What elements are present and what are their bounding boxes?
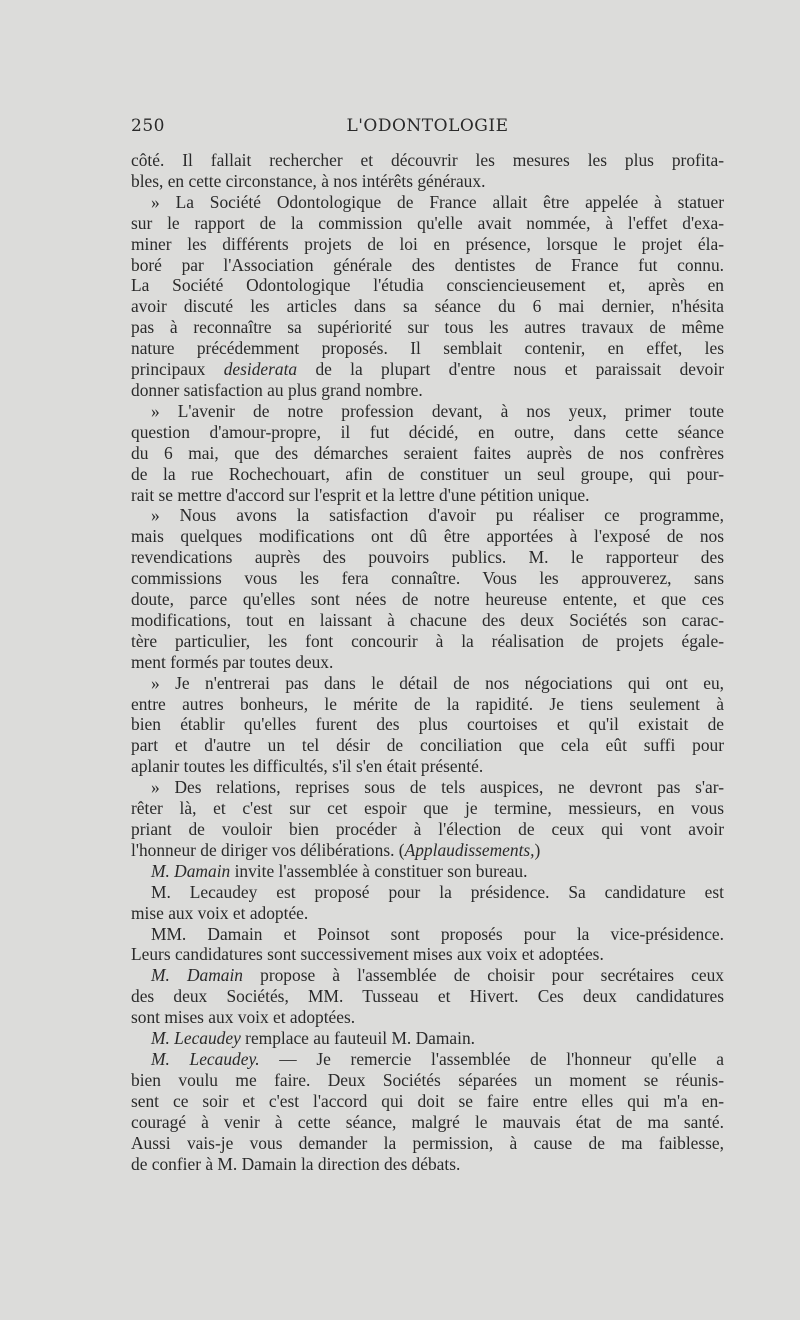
text-segment: invite l'assemblée à constituer son bureau. bbox=[230, 860, 528, 881]
text-line bbox=[131, 317, 724, 338]
text-line bbox=[131, 150, 724, 171]
text-line bbox=[131, 568, 724, 589]
italic-segment: M. Lecaudey. bbox=[151, 1048, 260, 1069]
text-line bbox=[131, 840, 724, 861]
text-segment: sont mises aux voix et adoptées. bbox=[131, 1007, 356, 1028]
text-segment: ) bbox=[534, 839, 541, 860]
text-segment: » La Société Odontologique de France allait être appelée à statuer bbox=[151, 191, 724, 212]
text-segment: avoir discuté les articles dans sa séance du 6 mai dernier, n'hésita bbox=[131, 296, 724, 317]
page-number: 250 bbox=[131, 116, 165, 136]
text-line bbox=[131, 924, 724, 945]
text-line bbox=[131, 944, 724, 965]
text-segment: bien voulu me faire. Deux Sociétés séparées un moment se réunis- bbox=[131, 1069, 724, 1090]
italic-segment: M. Lecaudey bbox=[151, 1028, 241, 1049]
text-segment: donner satisfaction au plus grand nombre. bbox=[131, 379, 423, 400]
text-segment: » Nous avons la satisfaction d'avoir pu réaliser ce programme, bbox=[151, 505, 724, 526]
text-segment: entre autres bonheurs, le mérite de la rapidité. Je tiens seulement à bbox=[131, 693, 724, 714]
text-segment: mise aux voix et adoptée. bbox=[131, 902, 309, 923]
text-segment: » L'avenir de notre profession devant, à nos yeux, primer toute bbox=[151, 400, 724, 421]
text-line bbox=[131, 359, 724, 380]
text-line bbox=[131, 631, 724, 652]
text-segment: sent ce soir et c'est l'accord qui doit se faire entre elles qui m'a en- bbox=[131, 1090, 724, 1111]
text-line bbox=[131, 234, 724, 255]
text-line bbox=[131, 1070, 724, 1091]
text-line bbox=[131, 547, 724, 568]
text-segment: Aussi vais-je vous demander la permission, à cause de ma faiblesse, bbox=[131, 1132, 724, 1153]
italic-segment: M. Damain bbox=[151, 965, 243, 986]
text-segment: mais quelques modifications ont dû être apportées à l'exposé de nos bbox=[131, 526, 724, 547]
text-segment: La Société Odontologique l'étudia consciencieusement et, après en bbox=[131, 275, 724, 296]
text-line bbox=[131, 861, 724, 882]
text-line bbox=[131, 255, 724, 276]
text-segment: question d'amour-propre, il fut décidé, en outre, dans cette séance bbox=[131, 421, 724, 442]
text-segment: priant de vouloir bien procéder à l'élection de ceux qui vont avoir bbox=[131, 819, 724, 839]
text-segment: » Je n'entrerai pas dans le détail de nos négociations qui ont eu, bbox=[151, 672, 724, 693]
text-segment: miner les différents projets de loi en présence, lorsque le projet éla- bbox=[131, 233, 724, 254]
text-line bbox=[131, 485, 724, 506]
text-segment: — Je remercie l'assemblée de l'honneur qu'elle a bbox=[259, 1048, 724, 1069]
text-line bbox=[131, 1028, 724, 1049]
italic-segment: desiderata bbox=[223, 359, 298, 380]
running-title: L'ODONTOLOGIE bbox=[346, 116, 509, 136]
text-line bbox=[131, 777, 724, 798]
text-line bbox=[131, 756, 724, 777]
text-segment: du 6 mai, que des démarches seraient faites auprès de nos confrères bbox=[131, 442, 724, 463]
text-segment: bien établir qu'elles furent des plus courtoises et qu'il existait de bbox=[131, 714, 724, 735]
text-segment: de la plupart d'entre nous et paraissait devoir bbox=[297, 359, 724, 380]
text-line bbox=[131, 296, 724, 317]
text-line bbox=[131, 380, 724, 401]
text-segment: doute, parce qu'elles sont nées de notre heureuse entente, et que ces bbox=[131, 589, 724, 610]
text-line bbox=[131, 610, 724, 631]
text-line bbox=[131, 422, 724, 443]
text-segment: revendications auprès des pouvoirs publics. M. le rapporteur des bbox=[131, 547, 724, 568]
text-segment: ment formés par toutes deux. bbox=[131, 651, 334, 672]
text-line bbox=[131, 505, 724, 526]
text-line bbox=[131, 882, 724, 903]
text-line bbox=[131, 1091, 724, 1112]
text-segment: l'honneur de diriger vos délibérations. ( bbox=[131, 839, 405, 860]
text-segment: M. Lecaudey est proposé pour la présidence. Sa candidature est bbox=[151, 881, 724, 902]
italic-segment: Applaudissements, bbox=[404, 839, 535, 860]
text-segment: propose à l'assemblée de choisir pour secrétaires ceux bbox=[243, 965, 724, 986]
text-segment: rêter là, et c'est sur cet espoir que je termine, messieurs, en vous bbox=[131, 798, 724, 819]
text-segment: de confier à M. Damain la direction des débats. bbox=[131, 1153, 461, 1174]
text-line bbox=[131, 652, 724, 673]
text-segment: commissions vous les fera connaître. Vous les approuverez, sans bbox=[131, 568, 724, 589]
text-line bbox=[131, 1112, 724, 1133]
text-line bbox=[131, 1007, 724, 1028]
text-line bbox=[131, 673, 724, 694]
text-line bbox=[131, 526, 724, 547]
text-segment: rait se mettre d'accord sur l'esprit et la lettre d'une pétition unique. bbox=[131, 484, 590, 505]
text-line bbox=[131, 338, 724, 359]
text-line bbox=[131, 275, 724, 296]
text-line bbox=[131, 589, 724, 610]
text-segment: Leurs candidatures sont successivement mises aux voix et adoptées. bbox=[131, 944, 604, 965]
text-segment: MM. Damain et Poinsot sont proposés pour la vice-présidence. bbox=[151, 923, 724, 944]
text-line bbox=[131, 986, 724, 1007]
text-line bbox=[131, 401, 724, 422]
text-segment: part et d'autre un tel désir de conciliation que cela eût suffi pour bbox=[131, 735, 724, 756]
text-segment: nature précédemment proposés. Il semblait contenir, en effet, les bbox=[131, 338, 724, 359]
text-line bbox=[131, 694, 724, 715]
text-line bbox=[131, 443, 724, 464]
text-segment: tère particulier, les font concourir à la réalisation de projets égale- bbox=[131, 630, 724, 651]
text-segment: sur le rapport de la commission qu'elle avait nommée, à l'effet d'exa- bbox=[131, 212, 724, 233]
text-segment: couragé à venir à cette séance, malgré le mauvais état de ma santé. bbox=[131, 1111, 724, 1132]
text-line bbox=[131, 819, 724, 840]
text-segment: modifications, tout en laissant à chacune des deux Sociétés son carac- bbox=[131, 609, 724, 630]
text-line bbox=[131, 714, 724, 735]
text-segment: de la rue Rochechouart, afin de constituer un seul groupe, qui pour- bbox=[131, 463, 724, 484]
text-segment: boré par l'Association générale des dentistes de France fut connu. bbox=[131, 254, 724, 275]
text-segment: remplace au fauteuil M. Damain. bbox=[240, 1028, 476, 1049]
text-line bbox=[131, 735, 724, 756]
text-line bbox=[131, 903, 724, 924]
text-line bbox=[131, 171, 724, 192]
text-line bbox=[131, 1049, 724, 1070]
text-segment: » Des relations, reprises sous de tels auspices, ne devront pas s'ar- bbox=[151, 777, 724, 798]
text-line bbox=[131, 798, 724, 819]
text-segment: bles, en cette circonstance, à nos intérêts généraux. bbox=[131, 170, 486, 191]
text-line bbox=[131, 192, 724, 213]
text-segment: des deux Sociétés, MM. Tusseau et Hivert. Ces deux candidatures bbox=[131, 986, 724, 1007]
text-line bbox=[131, 213, 724, 234]
text-line bbox=[131, 464, 724, 485]
text-line bbox=[131, 1154, 724, 1175]
body-text bbox=[131, 150, 724, 1174]
text-segment: pas à reconnaître sa supériorité sur tous les autres travaux de même bbox=[131, 317, 724, 338]
text-line bbox=[131, 1133, 724, 1154]
text-line bbox=[131, 965, 724, 986]
italic-segment: M. Damain bbox=[151, 860, 231, 881]
text-segment: aplanir toutes les difficultés, s'il s'en était présenté. bbox=[131, 756, 484, 777]
text-segment: principaux bbox=[131, 359, 224, 380]
text-segment: côté. Il fallait rechercher et découvrir les mesures les plus profita- bbox=[131, 150, 724, 170]
